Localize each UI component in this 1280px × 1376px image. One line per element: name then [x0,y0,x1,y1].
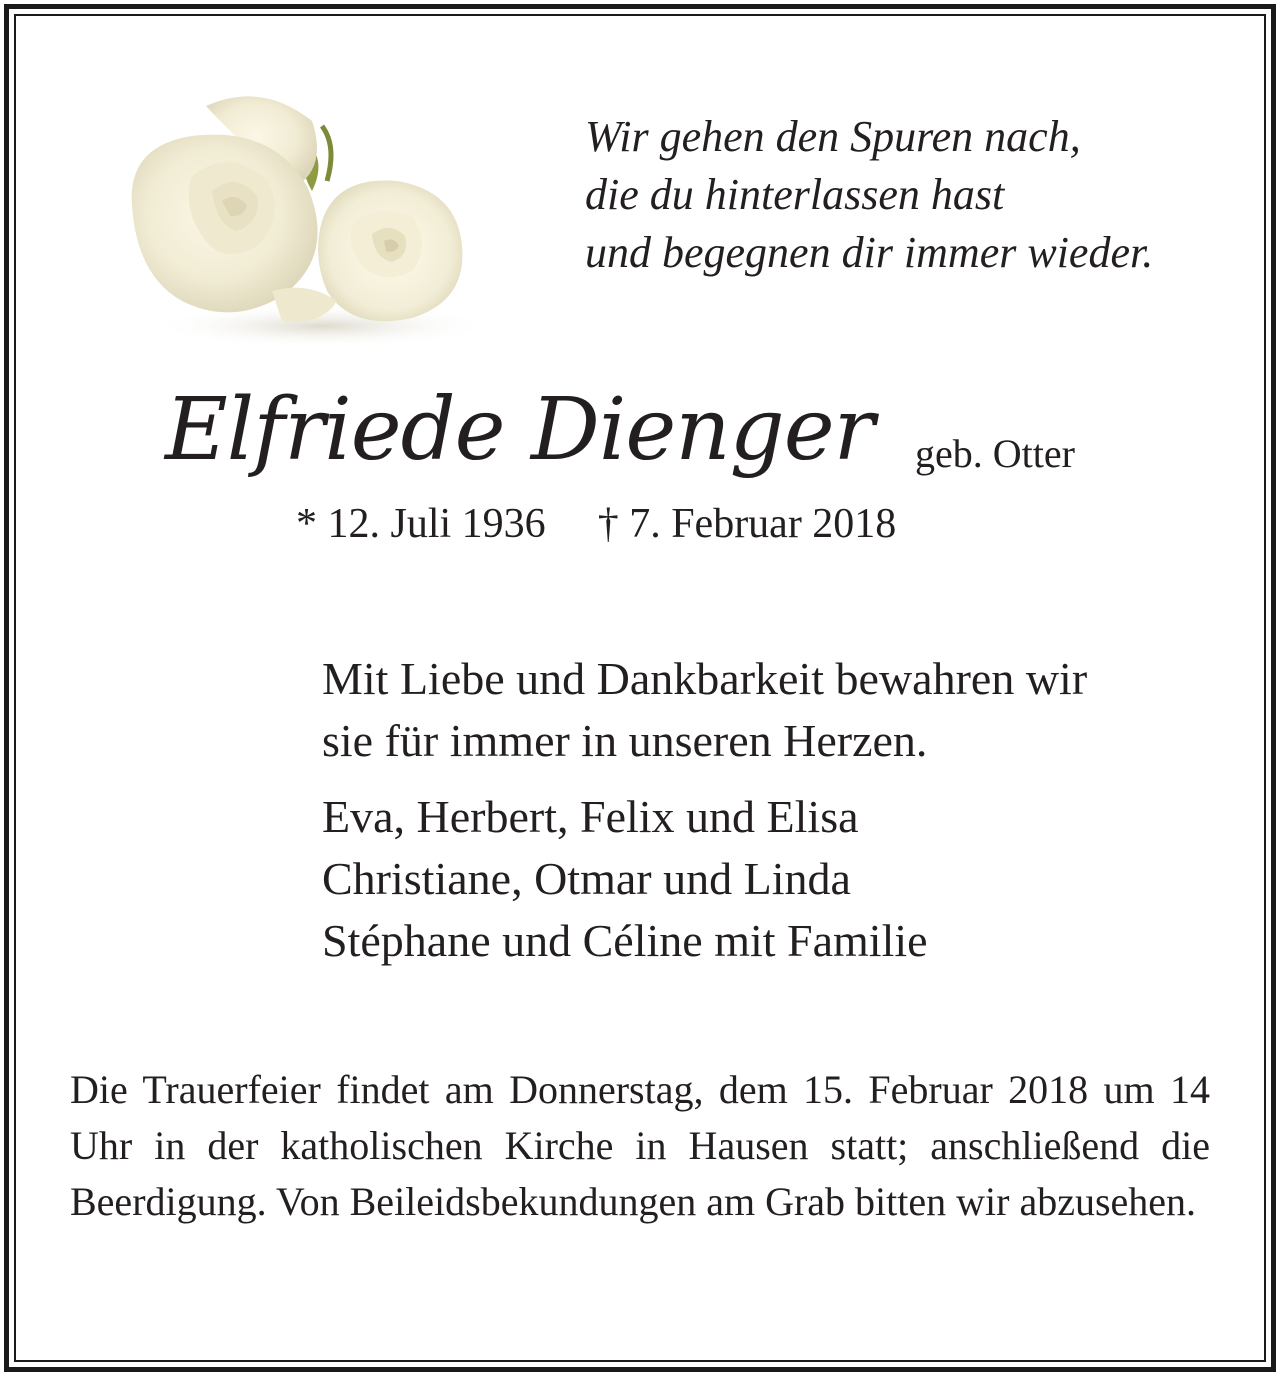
motto-line: und begegnen dir immer wieder. [585,228,1154,277]
birth-date: * 12. Juli 1936 [296,501,546,547]
deceased-name: Elfriede Dienger [165,380,874,480]
dedication [322,648,1087,772]
motto-line: Wir gehen den Spuren nach, [585,112,1081,161]
family-line: Stéphane und Céline mit Familie [322,915,928,966]
family-line: Eva, Herbert, Felix und Elisa [322,791,859,842]
dedication-line: Mit Liebe und Dankbarkeit bewahren wir [322,653,1088,704]
family-signatures [322,786,928,972]
white-roses-image [122,86,482,354]
death-date: † 7. Februar 2018 [597,501,897,547]
funeral-notice: Die Trauerfeier findet am Donnerstag, dem 15. Februar 2018 um 14 Uhr in der katholischen Kirche in Hausen statt; anschließend die Beerdigung. Von Beileidsbekundungen am Grab bitten wir abzusehen. [70,1067,1210,1224]
maiden-name: geb. Otter [915,431,1075,476]
family-line: Christiane, Otmar und Linda [322,853,851,904]
name-row [165,372,1165,492]
dedication-line: sie für immer in unseren Herzen. [322,715,928,766]
motto-line: die du hinterlassen hast [585,170,1005,219]
life-dates [296,500,896,548]
motto-verse [585,108,1245,282]
